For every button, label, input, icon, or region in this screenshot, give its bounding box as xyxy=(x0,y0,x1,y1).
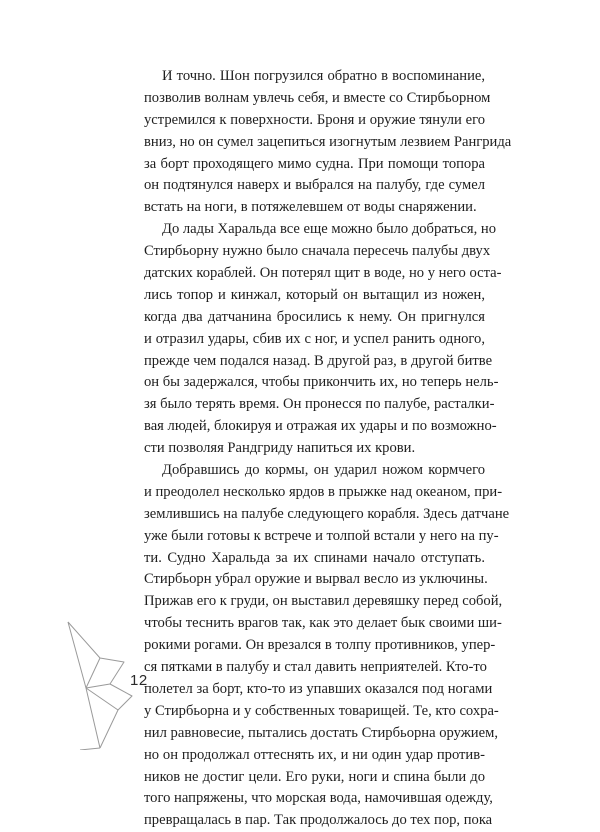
text-line: устремился к поверхности. Броня и оружие тянули его xyxy=(144,111,485,128)
text-line: Добравшись до кормы, он ударил ножом кормчего xyxy=(162,462,485,479)
text-line: землившись на палубе следующего корабля. Здесь датчане xyxy=(144,505,510,522)
text-line: уже были готовы к встрече и толпой встали у него на пу- xyxy=(144,527,499,544)
text-line: До лады Харальда все еще можно было добраться, но xyxy=(162,221,497,238)
origami-bird-decoration xyxy=(60,618,140,750)
text-line: и отразил удары, сбив их с ног, и успел ранить одного, xyxy=(144,330,485,347)
origami-fold-4 xyxy=(86,658,100,688)
text-line: вниз, но он сумел зацепиться изогнутым лезвием Рангрида xyxy=(144,133,512,150)
text-line: датских кораблей. Он потерял щит в воде, но у него оста- xyxy=(144,265,502,282)
text-line: он бы задержался, чтобы прикончить их, но теперь нель- xyxy=(144,374,499,391)
origami-outline xyxy=(68,622,132,748)
text-line: Стирбьорну нужно было сначала пересечь палубы двух xyxy=(144,243,491,260)
origami-fold-5 xyxy=(86,688,100,748)
text-line: позволив волнам увлечь себя, и вместе со Стирбьорном xyxy=(144,89,491,106)
text-line: того напряжены, что морская вода, намочившая одежду, xyxy=(144,790,493,807)
text-line: у Стирбьорна и у собственных товарищей. Те, кто сохра- xyxy=(144,702,499,719)
page-number: 12 xyxy=(130,672,148,689)
text-line: Стирбьорн убрал оружие и вырвал весло из уключины. xyxy=(144,571,488,588)
text-line: полетел за борт, кто-то из упавших оказался под ногами xyxy=(144,680,493,697)
body-text xyxy=(144,66,512,832)
text-line: встать на ноги, в потяжелевшем от воды снаряжении. xyxy=(144,199,477,216)
text-line: ти. Судно Харальда за их спинами начало отступать. xyxy=(144,549,485,566)
text-line: Прижав его к груди, он выставил деревяшку перед собой, xyxy=(144,593,503,610)
origami-fold-2 xyxy=(86,684,110,688)
text-line: ся пятками в палубу и стал давить неприятелей. Кто-то xyxy=(144,659,487,676)
text-line: превращалась в пар. Так продолжалось до тех пор, пока xyxy=(144,812,493,829)
text-line: он подтянулся наверх и выбрался на палубу, где сумел xyxy=(144,177,485,194)
text-line: ников не достиг цели. Его руки, ноги и спина были до xyxy=(144,768,485,785)
text-line: но он продолжал оттеснять их, и ни один удар против- xyxy=(144,746,485,763)
text-line: чтобы теснить врагов так, как это делает бык своими ши- xyxy=(144,615,502,632)
text-line: лись топор и кинжал, который он вытащил из ножен, xyxy=(144,286,485,303)
text-line: сти позволяя Рандгриду напиться их крови. xyxy=(144,440,416,457)
text-line: зя было терять время. Он пронесся по палубе, расталки- xyxy=(144,396,495,413)
text-line: и преодолел несколько ярдов в прыжке над океаном, при- xyxy=(144,483,503,500)
text-line: рокими рогами. Он врезался в толпу противников, упер- xyxy=(144,637,496,654)
text-line: когда два датчанина бросились к нему. Он пригнулся xyxy=(144,308,485,325)
text-line: прежде чем подался назад. В другой раз, в другой битве xyxy=(144,352,493,369)
text-line: нил равновесие, пытались достать Стирбьорна оружием, xyxy=(144,724,498,741)
text-line: вая людей, блокируя и отражая их удары и по возможно- xyxy=(144,418,497,435)
text-line: И точно. Шон погрузился обратно в воспоминание, xyxy=(162,68,485,84)
text-line: за борт проходящего мимо судна. При помощи топора xyxy=(144,155,485,172)
